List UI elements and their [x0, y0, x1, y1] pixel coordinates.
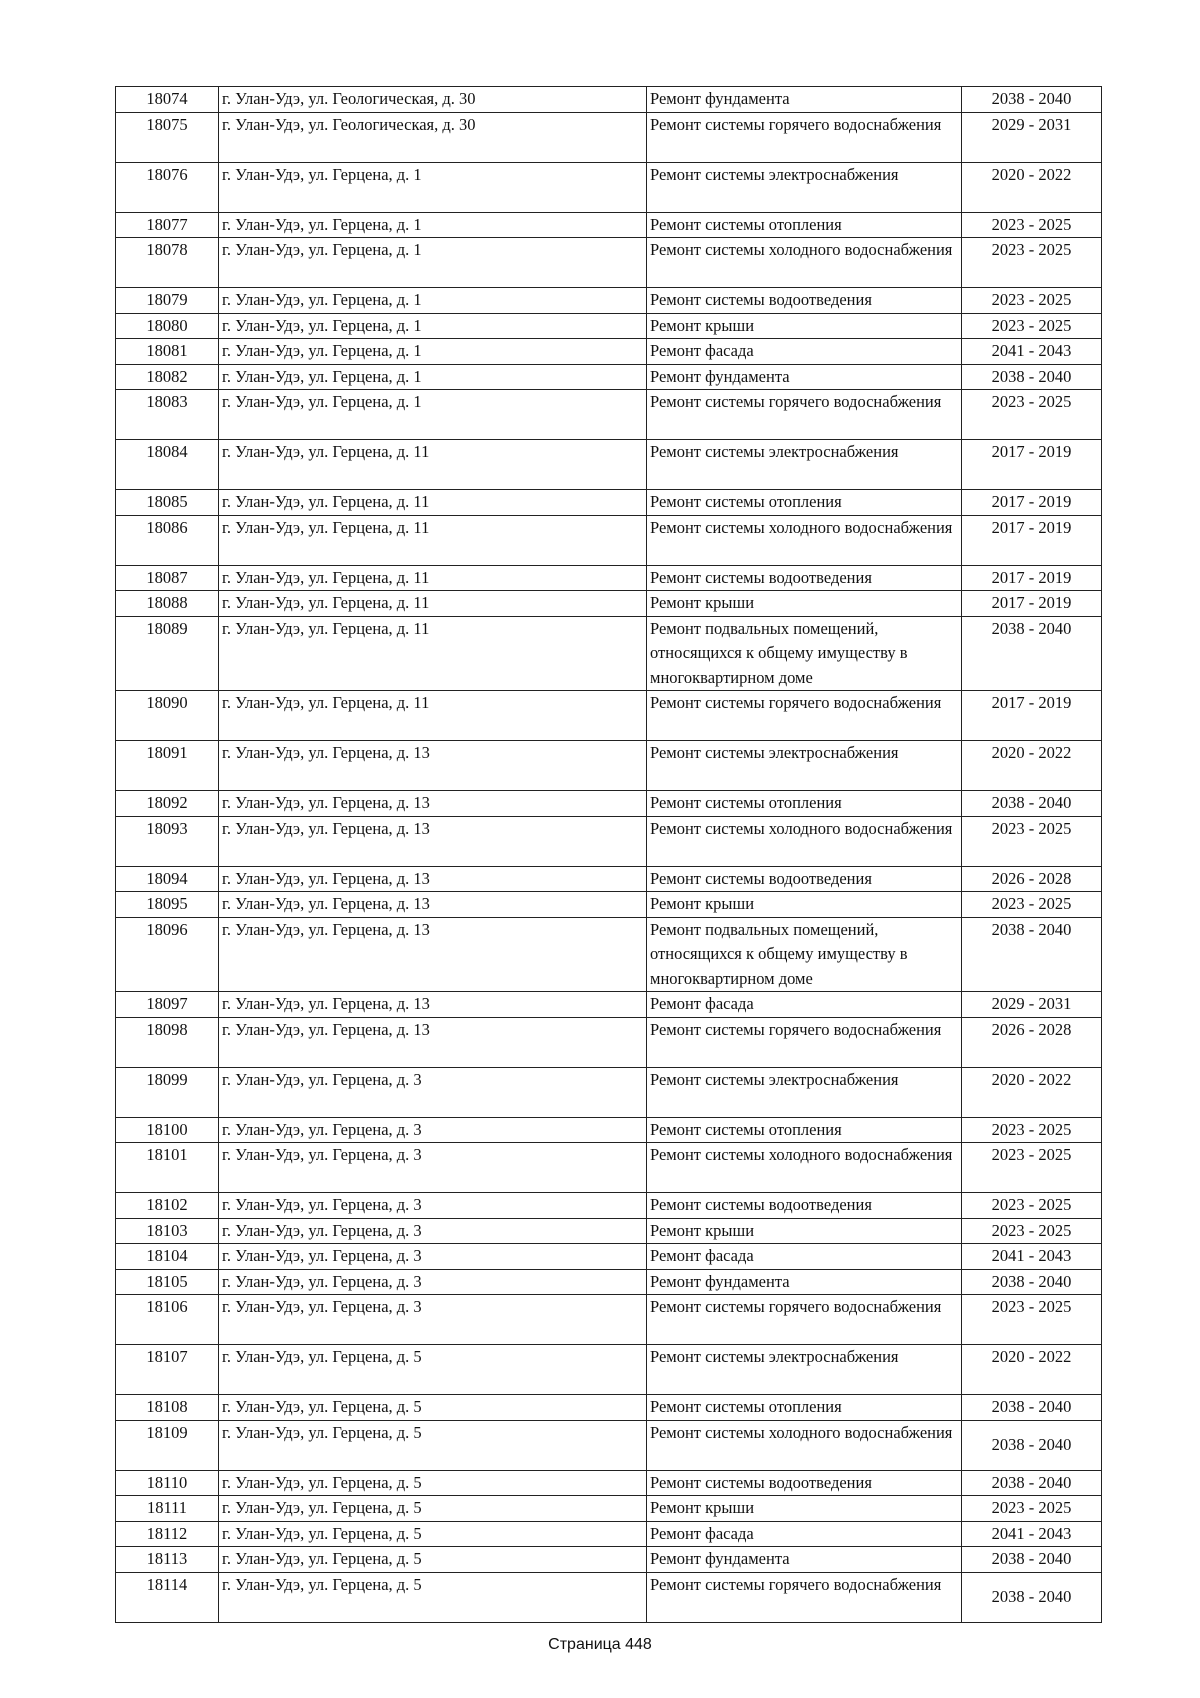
work-type-cell: Ремонт системы водоотведения: [647, 1470, 962, 1496]
period-cell: 2029 - 2031: [962, 112, 1102, 162]
row-id-cell: 18097: [116, 992, 219, 1018]
period-cell: 2038 - 2040: [962, 1269, 1102, 1295]
row-id-cell: 18082: [116, 364, 219, 390]
address-cell: г. Улан-Удэ, ул. Герцена, д. 5: [219, 1496, 647, 1522]
table-row: [116, 1143, 1102, 1193]
period-cell: 2020 - 2022: [962, 1067, 1102, 1117]
address-cell: г. Улан-Удэ, ул. Герцена, д. 5: [219, 1521, 647, 1547]
period-cell: 2026 - 2028: [962, 866, 1102, 892]
table-row: [116, 339, 1102, 365]
period-cell: 2023 - 2025: [962, 1218, 1102, 1244]
table-row: [116, 490, 1102, 516]
row-id-cell: 18081: [116, 339, 219, 365]
work-type-cell: Ремонт фундамента: [647, 1269, 962, 1295]
row-id-cell: 18106: [116, 1295, 219, 1345]
address-cell: г. Улан-Удэ, ул. Герцена, д. 11: [219, 490, 647, 516]
address-cell: г. Улан-Удэ, ул. Герцена, д. 1: [219, 339, 647, 365]
row-id-cell: 18080: [116, 313, 219, 339]
row-id-cell: 18096: [116, 917, 219, 992]
table-row: [116, 892, 1102, 918]
address-cell: г. Улан-Удэ, ул. Герцена, д. 11: [219, 616, 647, 691]
table-row: [116, 1244, 1102, 1270]
period-cell: 2023 - 2025: [962, 1496, 1102, 1522]
row-id-cell: 18099: [116, 1067, 219, 1117]
address-cell: г. Улан-Удэ, ул. Герцена, д. 1: [219, 313, 647, 339]
table-row: [116, 1269, 1102, 1295]
period-cell: 2023 - 2025: [962, 816, 1102, 866]
table-row: [116, 1521, 1102, 1547]
address-cell: г. Улан-Удэ, ул. Герцена, д. 11: [219, 440, 647, 490]
row-id-cell: 18101: [116, 1143, 219, 1193]
table-row: [116, 591, 1102, 617]
address-cell: г. Улан-Удэ, ул. Герцена, д. 5: [219, 1345, 647, 1395]
work-type-cell: Ремонт подвальных помещений, относящихся к общему имуществу в многоквартирном доме: [647, 917, 962, 992]
work-type-cell: Ремонт системы холодного водоснабжения: [647, 816, 962, 866]
work-type-cell: Ремонт системы электроснабжения: [647, 1345, 962, 1395]
work-type-cell: Ремонт фундамента: [647, 87, 962, 113]
row-id-cell: 18092: [116, 791, 219, 817]
period-cell: 2023 - 2025: [962, 1117, 1102, 1143]
period-cell: 2023 - 2025: [962, 1295, 1102, 1345]
address-cell: г. Улан-Удэ, ул. Герцена, д. 3: [219, 1295, 647, 1345]
address-cell: г. Улан-Удэ, ул. Герцена, д. 3: [219, 1218, 647, 1244]
row-id-cell: 18113: [116, 1547, 219, 1573]
table-body: [116, 87, 1102, 1623]
address-cell: г. Улан-Удэ, ул. Герцена, д. 5: [219, 1572, 647, 1622]
row-id-cell: 18108: [116, 1395, 219, 1421]
work-type-cell: Ремонт фасада: [647, 1521, 962, 1547]
work-type-cell: Ремонт системы отопления: [647, 1117, 962, 1143]
work-type-cell: Ремонт фасада: [647, 1244, 962, 1270]
table-row: [116, 1420, 1102, 1470]
address-cell: г. Улан-Удэ, ул. Герцена, д. 1: [219, 162, 647, 212]
table-row: [116, 1193, 1102, 1219]
table-row: [116, 1295, 1102, 1345]
period-cell: 2038 - 2040: [962, 1395, 1102, 1421]
row-id-cell: 18105: [116, 1269, 219, 1295]
row-id-cell: 18100: [116, 1117, 219, 1143]
work-type-cell: Ремонт системы горячего водоснабжения: [647, 112, 962, 162]
address-cell: г. Улан-Удэ, ул. Герцена, д. 13: [219, 992, 647, 1018]
table-row: [116, 288, 1102, 314]
table-row: [116, 791, 1102, 817]
table-row: [116, 816, 1102, 866]
row-id-cell: 18107: [116, 1345, 219, 1395]
period-cell: 2038 - 2040: [962, 917, 1102, 992]
address-cell: г. Улан-Удэ, ул. Герцена, д. 1: [219, 212, 647, 238]
row-id-cell: 18104: [116, 1244, 219, 1270]
work-type-cell: Ремонт системы водоотведения: [647, 866, 962, 892]
table-row: [116, 1017, 1102, 1067]
address-cell: г. Улан-Удэ, ул. Герцена, д. 13: [219, 741, 647, 791]
period-cell: 2017 - 2019: [962, 515, 1102, 565]
period-cell: 2017 - 2019: [962, 565, 1102, 591]
address-cell: г. Улан-Удэ, ул. Герцена, д. 3: [219, 1269, 647, 1295]
work-type-cell: Ремонт крыши: [647, 313, 962, 339]
table-row: [116, 616, 1102, 691]
address-cell: г. Улан-Удэ, ул. Герцена, д. 1: [219, 390, 647, 440]
address-cell: г. Улан-Удэ, ул. Герцена, д. 11: [219, 565, 647, 591]
address-cell: г. Улан-Удэ, ул. Герцена, д. 13: [219, 791, 647, 817]
work-type-cell: Ремонт крыши: [647, 591, 962, 617]
period-cell: 2023 - 2025: [962, 313, 1102, 339]
table-row: [116, 162, 1102, 212]
work-type-cell: Ремонт фундамента: [647, 1547, 962, 1573]
address-cell: г. Улан-Удэ, ул. Герцена, д. 3: [219, 1067, 647, 1117]
address-cell: г. Улан-Удэ, ул. Герцена, д. 13: [219, 816, 647, 866]
table-row: [116, 691, 1102, 741]
address-cell: г. Улан-Удэ, ул. Герцена, д. 13: [219, 866, 647, 892]
table-row: [116, 1067, 1102, 1117]
period-cell: 2041 - 2043: [962, 1521, 1102, 1547]
table-row: [116, 1572, 1102, 1622]
row-id-cell: 18094: [116, 866, 219, 892]
table-row: [116, 440, 1102, 490]
row-id-cell: 18114: [116, 1572, 219, 1622]
period-cell: 2023 - 2025: [962, 238, 1102, 288]
work-type-cell: Ремонт крыши: [647, 1496, 962, 1522]
row-id-cell: 18103: [116, 1218, 219, 1244]
address-cell: г. Улан-Удэ, ул. Герцена, д. 13: [219, 1017, 647, 1067]
row-id-cell: 18076: [116, 162, 219, 212]
address-cell: г. Улан-Удэ, ул. Герцена, д. 5: [219, 1470, 647, 1496]
table-row: [116, 992, 1102, 1018]
work-type-cell: Ремонт системы водоотведения: [647, 288, 962, 314]
address-cell: г. Улан-Удэ, ул. Герцена, д. 11: [219, 691, 647, 741]
period-cell: 2017 - 2019: [962, 691, 1102, 741]
address-cell: г. Улан-Удэ, ул. Герцена, д. 5: [219, 1547, 647, 1573]
period-cell: 2041 - 2043: [962, 1244, 1102, 1270]
row-id-cell: 18095: [116, 892, 219, 918]
row-id-cell: 18093: [116, 816, 219, 866]
address-cell: г. Улан-Удэ, ул. Геологическая, д. 30: [219, 112, 647, 162]
table-row: [116, 917, 1102, 992]
work-type-cell: Ремонт системы горячего водоснабжения: [647, 1017, 962, 1067]
table-row: [116, 1547, 1102, 1573]
table-row: [116, 866, 1102, 892]
period-cell: 2020 - 2022: [962, 162, 1102, 212]
table-row: [116, 1395, 1102, 1421]
table-row: [116, 1345, 1102, 1395]
address-cell: г. Улан-Удэ, ул. Герцена, д. 3: [219, 1143, 647, 1193]
address-cell: г. Улан-Удэ, ул. Геологическая, д. 30: [219, 87, 647, 113]
address-cell: г. Улан-Удэ, ул. Герцена, д. 11: [219, 515, 647, 565]
row-id-cell: 18089: [116, 616, 219, 691]
work-type-cell: Ремонт системы холодного водоснабжения: [647, 238, 962, 288]
period-cell: 2017 - 2019: [962, 591, 1102, 617]
address-cell: г. Улан-Удэ, ул. Герцена, д. 13: [219, 892, 647, 918]
period-cell: 2023 - 2025: [962, 1193, 1102, 1219]
table-row: [116, 1470, 1102, 1496]
work-type-cell: Ремонт подвальных помещений, относящихся к общему имуществу в многоквартирном доме: [647, 616, 962, 691]
period-cell: 2038 - 2040: [962, 616, 1102, 691]
period-cell: 2023 - 2025: [962, 390, 1102, 440]
address-cell: г. Улан-Удэ, ул. Герцена, д. 5: [219, 1395, 647, 1421]
table-row: [116, 1218, 1102, 1244]
table-row: [116, 87, 1102, 113]
table-row: [116, 565, 1102, 591]
row-id-cell: 18102: [116, 1193, 219, 1219]
work-type-cell: Ремонт системы электроснабжения: [647, 440, 962, 490]
address-cell: г. Улан-Удэ, ул. Герцена, д. 1: [219, 238, 647, 288]
period-cell: 2023 - 2025: [962, 288, 1102, 314]
row-id-cell: 18110: [116, 1470, 219, 1496]
table-row: [116, 741, 1102, 791]
work-type-cell: Ремонт фасада: [647, 339, 962, 365]
period-cell: 2038 - 2040: [962, 1420, 1102, 1470]
table-row: [116, 515, 1102, 565]
period-cell: 2023 - 2025: [962, 212, 1102, 238]
row-id-cell: 18084: [116, 440, 219, 490]
table-row: [116, 212, 1102, 238]
work-type-cell: Ремонт системы горячего водоснабжения: [647, 390, 962, 440]
period-cell: 2023 - 2025: [962, 892, 1102, 918]
period-cell: 2020 - 2022: [962, 741, 1102, 791]
work-type-cell: Ремонт системы электроснабжения: [647, 162, 962, 212]
period-cell: 2023 - 2025: [962, 1143, 1102, 1193]
work-type-cell: Ремонт системы холодного водоснабжения: [647, 515, 962, 565]
table-row: [116, 313, 1102, 339]
work-type-cell: Ремонт крыши: [647, 1218, 962, 1244]
work-type-cell: Ремонт системы отопления: [647, 1395, 962, 1421]
table-row: [116, 364, 1102, 390]
address-cell: г. Улан-Удэ, ул. Герцена, д. 3: [219, 1117, 647, 1143]
address-cell: г. Улан-Удэ, ул. Герцена, д. 1: [219, 364, 647, 390]
work-type-cell: Ремонт системы отопления: [647, 212, 962, 238]
period-cell: 2026 - 2028: [962, 1017, 1102, 1067]
address-cell: г. Улан-Удэ, ул. Герцена, д. 3: [219, 1193, 647, 1219]
work-type-cell: Ремонт системы водоотведения: [647, 565, 962, 591]
work-type-cell: Ремонт системы электроснабжения: [647, 741, 962, 791]
period-cell: 2038 - 2040: [962, 364, 1102, 390]
table-row: [116, 1117, 1102, 1143]
period-cell: 2017 - 2019: [962, 440, 1102, 490]
work-type-cell: Ремонт системы горячего водоснабжения: [647, 1572, 962, 1622]
work-type-cell: Ремонт фасада: [647, 992, 962, 1018]
address-cell: г. Улан-Удэ, ул. Герцена, д. 11: [219, 591, 647, 617]
address-cell: г. Улан-Удэ, ул. Герцена, д. 1: [219, 288, 647, 314]
row-id-cell: 18075: [116, 112, 219, 162]
work-type-cell: Ремонт крыши: [647, 892, 962, 918]
period-cell: 2017 - 2019: [962, 490, 1102, 516]
table-row: [116, 112, 1102, 162]
period-cell: 2038 - 2040: [962, 1470, 1102, 1496]
table-row: [116, 390, 1102, 440]
period-cell: 2038 - 2040: [962, 87, 1102, 113]
period-cell: 2041 - 2043: [962, 339, 1102, 365]
period-cell: 2038 - 2040: [962, 791, 1102, 817]
table-row: [116, 238, 1102, 288]
row-id-cell: 18109: [116, 1420, 219, 1470]
row-id-cell: 18085: [116, 490, 219, 516]
row-id-cell: 18111: [116, 1496, 219, 1522]
row-id-cell: 18086: [116, 515, 219, 565]
table-row: [116, 1496, 1102, 1522]
row-id-cell: 18090: [116, 691, 219, 741]
row-id-cell: 18112: [116, 1521, 219, 1547]
row-id-cell: 18079: [116, 288, 219, 314]
row-id-cell: 18088: [116, 591, 219, 617]
work-type-cell: Ремонт системы горячего водоснабжения: [647, 691, 962, 741]
row-id-cell: 18098: [116, 1017, 219, 1067]
row-id-cell: 18074: [116, 87, 219, 113]
period-cell: 2038 - 2040: [962, 1572, 1102, 1622]
row-id-cell: 18078: [116, 238, 219, 288]
period-cell: 2020 - 2022: [962, 1345, 1102, 1395]
work-type-cell: Ремонт системы холодного водоснабжения: [647, 1143, 962, 1193]
address-cell: г. Улан-Удэ, ул. Герцена, д. 13: [219, 917, 647, 992]
row-id-cell: 18077: [116, 212, 219, 238]
work-type-cell: Ремонт системы холодного водоснабжения: [647, 1420, 962, 1470]
work-type-cell: Ремонт системы электроснабжения: [647, 1067, 962, 1117]
address-cell: г. Улан-Удэ, ул. Герцена, д. 5: [219, 1420, 647, 1470]
row-id-cell: 18091: [116, 741, 219, 791]
work-type-cell: Ремонт системы отопления: [647, 791, 962, 817]
work-type-cell: Ремонт системы водоотведения: [647, 1193, 962, 1219]
period-cell: 2038 - 2040: [962, 1547, 1102, 1573]
row-id-cell: 18083: [116, 390, 219, 440]
period-cell: 2029 - 2031: [962, 992, 1102, 1018]
address-cell: г. Улан-Удэ, ул. Герцена, д. 3: [219, 1244, 647, 1270]
repair-schedule-table: [115, 86, 1102, 1623]
work-type-cell: Ремонт системы горячего водоснабжения: [647, 1295, 962, 1345]
page-number: Страница 448: [548, 1636, 652, 1653]
work-type-cell: Ремонт фундамента: [647, 364, 962, 390]
row-id-cell: 18087: [116, 565, 219, 591]
work-type-cell: Ремонт системы отопления: [647, 490, 962, 516]
